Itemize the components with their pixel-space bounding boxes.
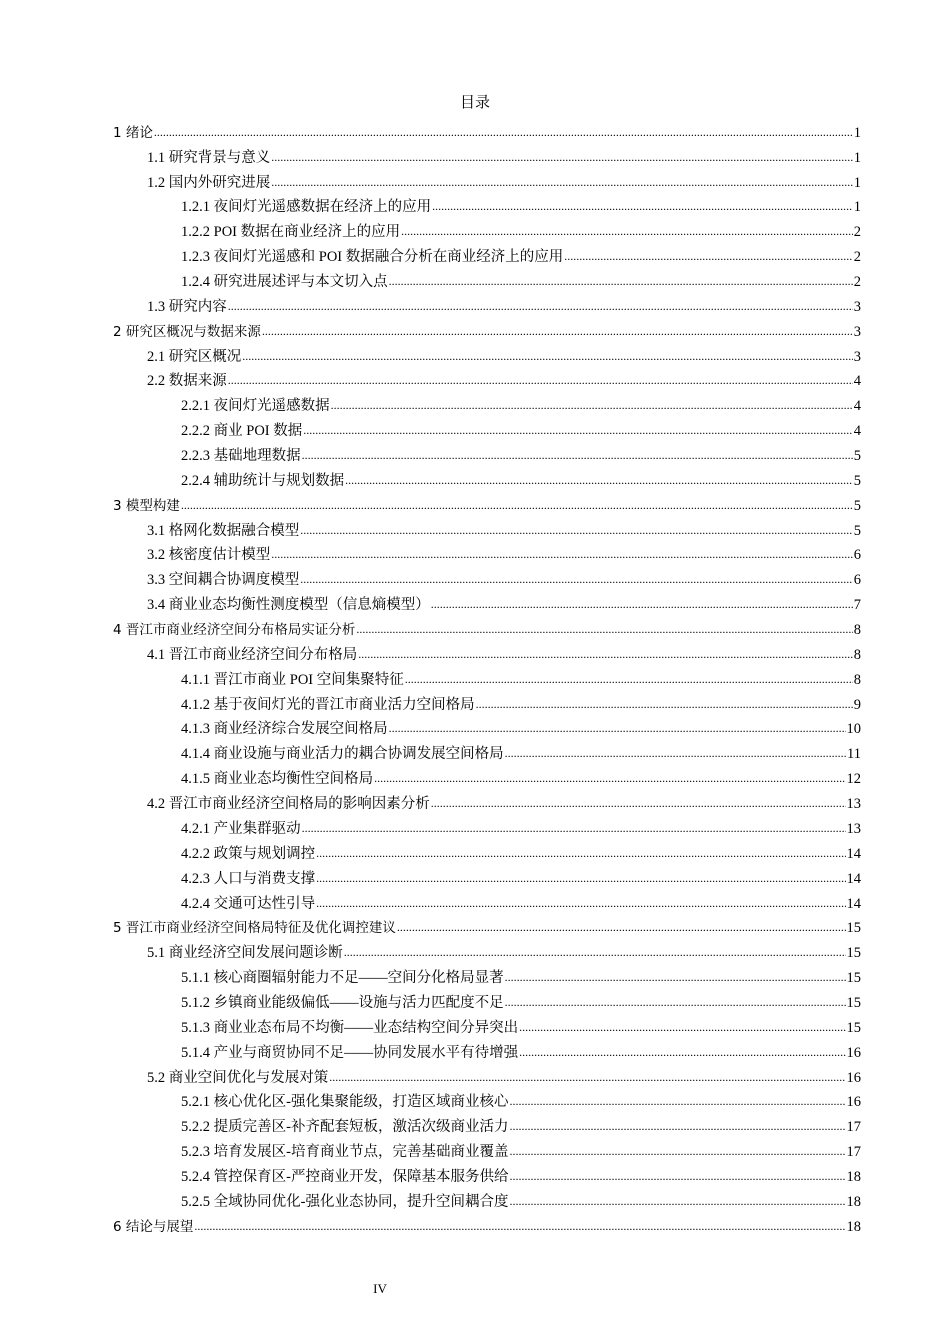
table-of-contents [113,118,861,1237]
toc-entry[interactable] [113,938,861,963]
toc-entry-page: 18 [846,1218,861,1235]
toc-entry-page: 3 [853,348,861,365]
toc-leader-dots [431,594,853,614]
toc-entry-title: 4.2 晋江市商业经济空间格局的影响因素分析 [147,796,430,813]
toc-entry-title: 4 晋江市商业经济空间分布格局实证分析 [113,622,356,639]
toc-entry-page: 17 [846,1144,861,1161]
toc-entry-page: 16 [846,1069,861,1086]
toc-entry-title: 5.1 商业经济空间发展问题诊断 [147,945,343,962]
toc-entry-page: 14 [846,895,861,912]
toc-entry-title: 5.2.2 提质完善区-补齐配套短板，激活次级商业活力 [181,1119,509,1136]
toc-entry-page: 16 [846,1044,861,1061]
toc-leader-dots [519,1042,845,1062]
toc-entry-page: 2 [853,249,861,266]
toc-entry-title: 1.1 研究背景与意义 [147,149,271,166]
toc-leader-dots [154,122,853,142]
toc-leader-dots [509,1191,845,1211]
toc-entry-page: 13 [846,796,861,813]
toc-leader-dots [303,420,853,440]
toc-entry-page: 14 [846,845,861,862]
toc-entry-page: 5 [853,448,861,465]
page-number: IV [373,1281,387,1296]
toc-leader-dots [329,1067,845,1087]
toc-entry-page: 15 [846,1019,861,1036]
toc-entry[interactable] [113,466,861,491]
toc-entry-title: 4.1.2 基于夜间灯光的晋江市商业活力空间格局 [181,696,475,713]
toc-entry[interactable] [113,168,861,193]
toc-entry-title: 4.1 晋江市商业经济空间分布格局 [147,646,358,663]
toc-entry-page: 4 [853,398,861,415]
toc-entry[interactable] [113,292,861,317]
toc-entry-page: 15 [846,920,861,937]
toc-leader-dots [271,147,853,167]
toc-entry-title: 5.1.4 产业与商贸协同不足——协同发展水平有待增强 [181,1044,519,1061]
toc-entry-title: 5.1.1 核心商圈辐射能力不足——空间分化格局显著 [181,970,504,987]
toc-entry-page: 5 [853,497,861,514]
toc-entry[interactable] [113,143,861,168]
toc-entry[interactable] [113,1137,861,1162]
toc-entry[interactable] [113,118,861,143]
toc-leader-dots [509,1166,845,1186]
toc-entry-page: 7 [853,597,861,614]
toc-entry[interactable] [113,416,861,441]
toc-entry-title: 1 绪论 [113,124,153,141]
toc-leader-dots [405,669,853,689]
toc-entry-title: 3.1 格网化数据融合模型 [147,522,300,539]
toc-entry-page: 2 [853,274,861,291]
toc-entry[interactable] [113,391,861,416]
toc-entry-title: 5.1.3 商业业态布局不均衡——业态结构空间分异突出 [181,1019,519,1036]
toc-leader-dots [374,768,845,788]
toc-entry-page: 1 [853,124,861,141]
toc-leader-dots [564,246,853,266]
toc-entry-page: 9 [853,696,861,713]
toc-entry-title: 5.2.4 管控保育区-严控商业开发，保障基本服务供给 [181,1168,509,1185]
toc-entry-title: 1.2.1 夜间灯光遥感数据在经济上的应用 [181,199,432,216]
toc-entry[interactable] [113,690,861,715]
toc-entry-title: 5.2 商业空间优化与发展对策 [147,1069,329,1086]
toc-entry-page: 1 [853,174,861,191]
toc-entry-title: 4.1.1 晋江市商业 POI 空间集聚特征 [181,671,404,688]
toc-entry-page: 6 [853,572,861,589]
toc-entry-page: 18 [846,1193,861,1210]
toc-leader-dots [271,544,853,564]
toc-entry-title: 1.3 研究内容 [147,298,227,315]
toc-entry[interactable] [113,541,861,566]
toc-entry[interactable] [113,516,861,541]
toc-entry-page: 8 [853,646,861,663]
toc-entry-page: 8 [853,671,861,688]
toc-leader-dots [302,445,853,465]
toc-leader-dots [397,917,846,937]
toc-leader-dots [505,967,846,987]
toc-entry[interactable] [113,889,861,914]
toc-leader-dots [316,868,845,888]
toc-entry-title: 4.2.4 交通可达性引导 [181,895,316,912]
toc-entry[interactable] [113,839,861,864]
toc-entry-page: 13 [846,820,861,837]
toc-leader-dots [331,395,853,415]
toc-entry-page: 17 [846,1119,861,1136]
toc-entry-page: 5 [853,522,861,539]
toc-entry-title: 5.2.1 核心优化区-强化集聚能级，打造区域商业核心 [181,1094,509,1111]
toc-entry[interactable] [113,1038,861,1063]
toc-leader-dots [345,470,853,490]
toc-leader-dots [358,644,853,664]
toc-entry-title: 2.2 数据来源 [147,373,227,390]
toc-entry-title: 2.2.1 夜间灯光遥感数据 [181,398,330,415]
toc-leader-dots [242,346,853,366]
toc-entry-title: 6 结论与展望 [113,1218,194,1235]
toc-leader-dots [389,718,846,738]
toc-leader-dots [389,271,853,291]
toc-entry[interactable] [113,367,861,392]
toc-entry-title: 4.1.3 商业经济综合发展空间格局 [181,721,388,738]
toc-entry-page: 12 [846,771,861,788]
toc-entry[interactable] [113,565,861,590]
toc-leader-dots [262,321,853,341]
toc-leader-dots [432,196,853,216]
toc-entry-title: 1.2 国内外研究进展 [147,174,271,191]
toc-entry-page: 11 [847,746,861,763]
toc-entry-page: 4 [853,423,861,440]
toc-entry-title: 1.2.2 POI 数据在商业经济上的应用 [181,224,401,241]
toc-leader-dots [505,743,846,763]
toc-entry-title: 1.2.4 研究进展述评与本文切入点 [181,274,388,291]
toc-leader-dots [509,1141,845,1161]
toc-entry[interactable] [113,764,861,789]
toc-entry-title: 2.2.3 基础地理数据 [181,448,301,465]
toc-entry-page: 6 [853,547,861,564]
toc-leader-dots [194,1216,845,1236]
toc-leader-dots [476,694,853,714]
toc-entry-page: 3 [853,298,861,315]
toc-leader-dots [505,992,846,1012]
toc-entry[interactable] [113,1212,861,1237]
toc-entry-title: 5.2.3 培育发展区-培育商业节点，完善基础商业覆盖 [181,1144,509,1161]
toc-entry-title: 4.1.4 商业设施与商业活力的耦合协调发展空间格局 [181,746,504,763]
toc-entry-page: 1 [853,199,861,216]
toc-leader-dots [300,569,853,589]
toc-entry[interactable] [113,1162,861,1187]
toc-leader-dots [401,221,853,241]
toc-entry[interactable] [113,193,861,218]
toc-entry-page: 4 [853,373,861,390]
toc-entry[interactable] [113,715,861,740]
toc-entry-title: 2 研究区概况与数据来源 [113,323,261,340]
toc-entry-title: 3 模型构建 [113,497,180,514]
toc-entry-title: 4.2.3 人口与消费支撑 [181,870,316,887]
toc-entry-title: 3.2 核密度估计模型 [147,547,271,564]
toc-entry-page: 15 [846,945,861,962]
toc-entry-title: 2.2.4 辅助统计与规划数据 [181,472,345,489]
toc-entry-page: 1 [853,149,861,166]
toc-leader-dots [431,793,846,813]
toc-leader-dots [228,370,853,390]
toc-entry[interactable] [113,814,861,839]
toc-leader-dots [519,1017,845,1037]
toc-entry[interactable] [113,914,861,939]
toc-entry-title: 2.1 研究区概况 [147,348,242,365]
toc-entry[interactable] [113,615,861,640]
toc-entry[interactable] [113,1187,861,1212]
toc-entry[interactable] [113,789,861,814]
toc-entry[interactable] [113,864,861,889]
toc-entry-page: 3 [853,323,861,340]
toc-entry-title: 4.2.2 政策与规划调控 [181,845,316,862]
toc-entry[interactable] [113,342,861,367]
toc-entry-page: 15 [846,970,861,987]
toc-entry[interactable] [113,267,861,292]
toc-leader-dots [316,893,845,913]
toc-entry[interactable] [113,963,861,988]
toc-entry-page: 15 [846,994,861,1011]
toc-leader-dots [228,296,853,316]
toc-leader-dots [356,619,852,639]
toc-entry[interactable] [113,441,861,466]
toc-entry[interactable] [113,217,861,242]
toc-entry-title: 4.1.5 商业业态均衡性空间格局 [181,771,374,788]
toc-entry-page: 18 [846,1168,861,1185]
toc-entry[interactable] [113,1063,861,1088]
toc-entry[interactable] [113,665,861,690]
toc-entry[interactable] [113,1088,861,1113]
toc-entry-page: 5 [853,472,861,489]
toc-entry-title: 5.2.5 全域协同优化-强化业态协同，提升空间耦合度 [181,1193,509,1210]
toc-entry-page: 10 [846,721,861,738]
toc-entry-title: 1.2.3 夜间灯光遥感和 POI 数据融合分析在商业经济上的应用 [181,249,564,266]
toc-entry-title: 3.4 商业业态均衡性测度模型（信息熵模型） [147,597,430,614]
toc-entry[interactable] [113,988,861,1013]
toc-entry-title: 3.3 空间耦合协调度模型 [147,572,300,589]
toc-entry-page: 14 [846,870,861,887]
toc-entry[interactable] [113,1013,861,1038]
toc-title: 目录 [459,95,490,111]
toc-entry[interactable] [113,640,861,665]
toc-leader-dots [509,1091,845,1111]
toc-entry-title: 5.1.2 乡镇商业能级偏低——设施与活力匹配度不足 [181,994,504,1011]
toc-entry[interactable] [113,491,861,516]
toc-entry-title: 2.2.2 商业 POI 数据 [181,423,303,440]
toc-leader-dots [302,818,846,838]
toc-entry-page: 2 [853,224,861,241]
toc-leader-dots [509,1116,845,1136]
toc-leader-dots [316,843,845,863]
toc-leader-dots [271,172,853,192]
toc-entry[interactable] [113,590,861,615]
toc-entry[interactable] [113,739,861,764]
toc-entry-page: 16 [846,1094,861,1111]
toc-leader-dots [344,942,846,962]
toc-leader-dots [181,495,853,515]
toc-leader-dots [300,520,853,540]
toc-entry-page: 8 [853,622,861,639]
toc-entry[interactable] [113,242,861,267]
toc-entry[interactable] [113,317,861,342]
toc-entry[interactable] [113,1112,861,1137]
toc-entry-title: 5 晋江市商业经济空间格局特征及优化调控建议 [113,920,396,937]
toc-entry-title: 4.2.1 产业集群驱动 [181,820,301,837]
